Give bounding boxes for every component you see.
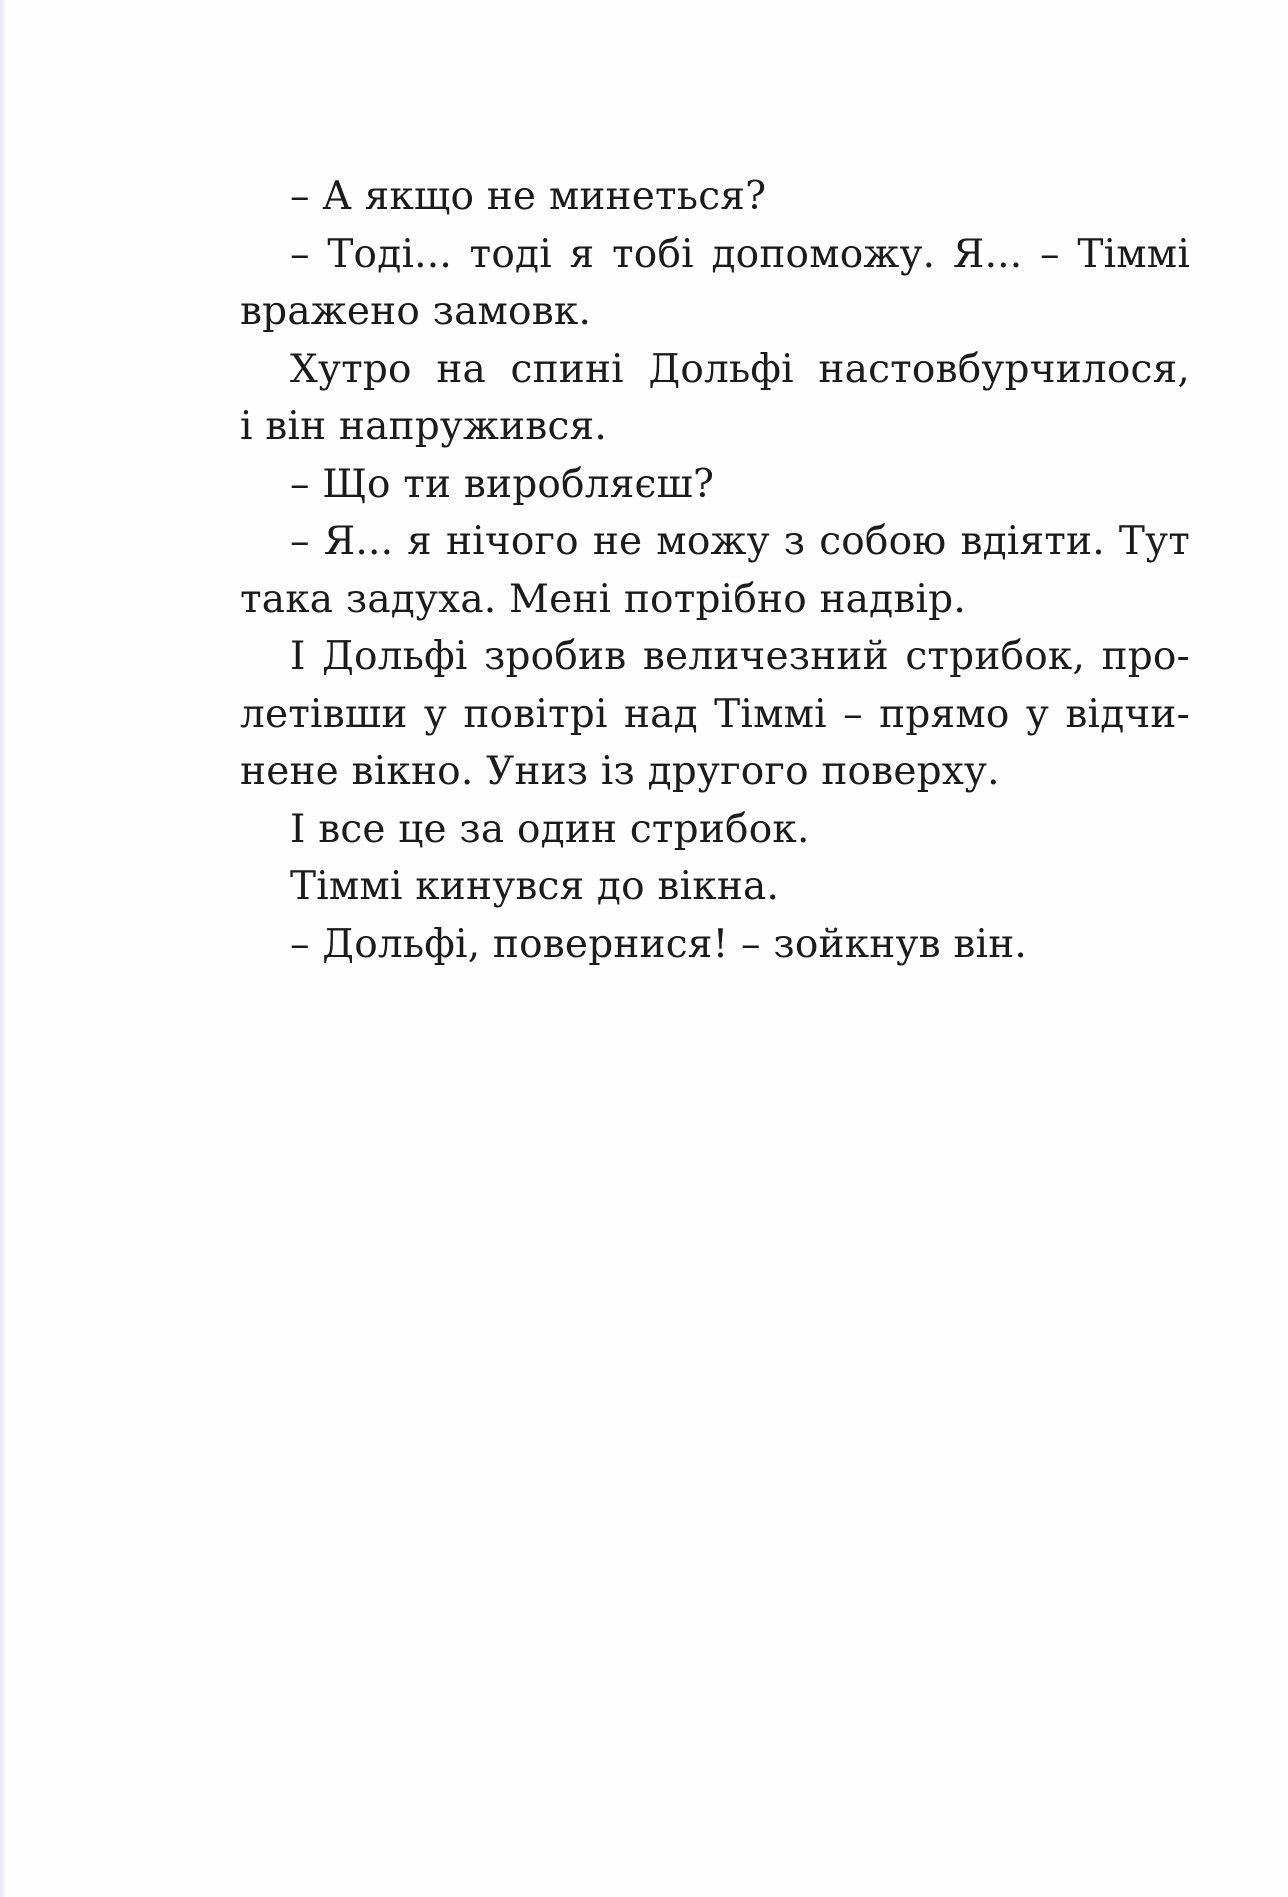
text-line: така задуха. Мені потрібно надвір. <box>240 576 966 622</box>
text-line: Тіммі кинувся до вікна. <box>290 864 780 909</box>
text-line: І все це за один стрибок. <box>290 806 810 852</box>
text-line: і він напружився. <box>240 404 607 449</box>
text-line: нене вікно. Униз із другого поверху. <box>240 749 1000 794</box>
text-line: – Що ти виробляєш? <box>290 461 715 507</box>
text-line: І Дольфі зробив величезний стрибок, про- <box>290 634 1190 679</box>
text-line: – А якщо не минеться? <box>290 174 767 219</box>
text-line: – Тоді... тоді я тобі допоможу. Я... – Тіммі <box>290 231 1190 277</box>
text-line: – Я... я нічого не можу з собою вдіяти. Тут <box>290 519 1190 564</box>
text-line: Хутро на спині Дольфі настовбурчилося, <box>290 346 1190 392</box>
page-edge-shadow <box>0 0 6 1897</box>
text-line: летівши у повітрі над Тіммі – прямо у відчи- <box>240 691 1190 737</box>
text-line: – Дольфі, повернися! – зойкнув він. <box>290 921 1027 967</box>
text-line: вражено замовк. <box>240 289 592 334</box>
page-text <box>240 168 1190 973</box>
